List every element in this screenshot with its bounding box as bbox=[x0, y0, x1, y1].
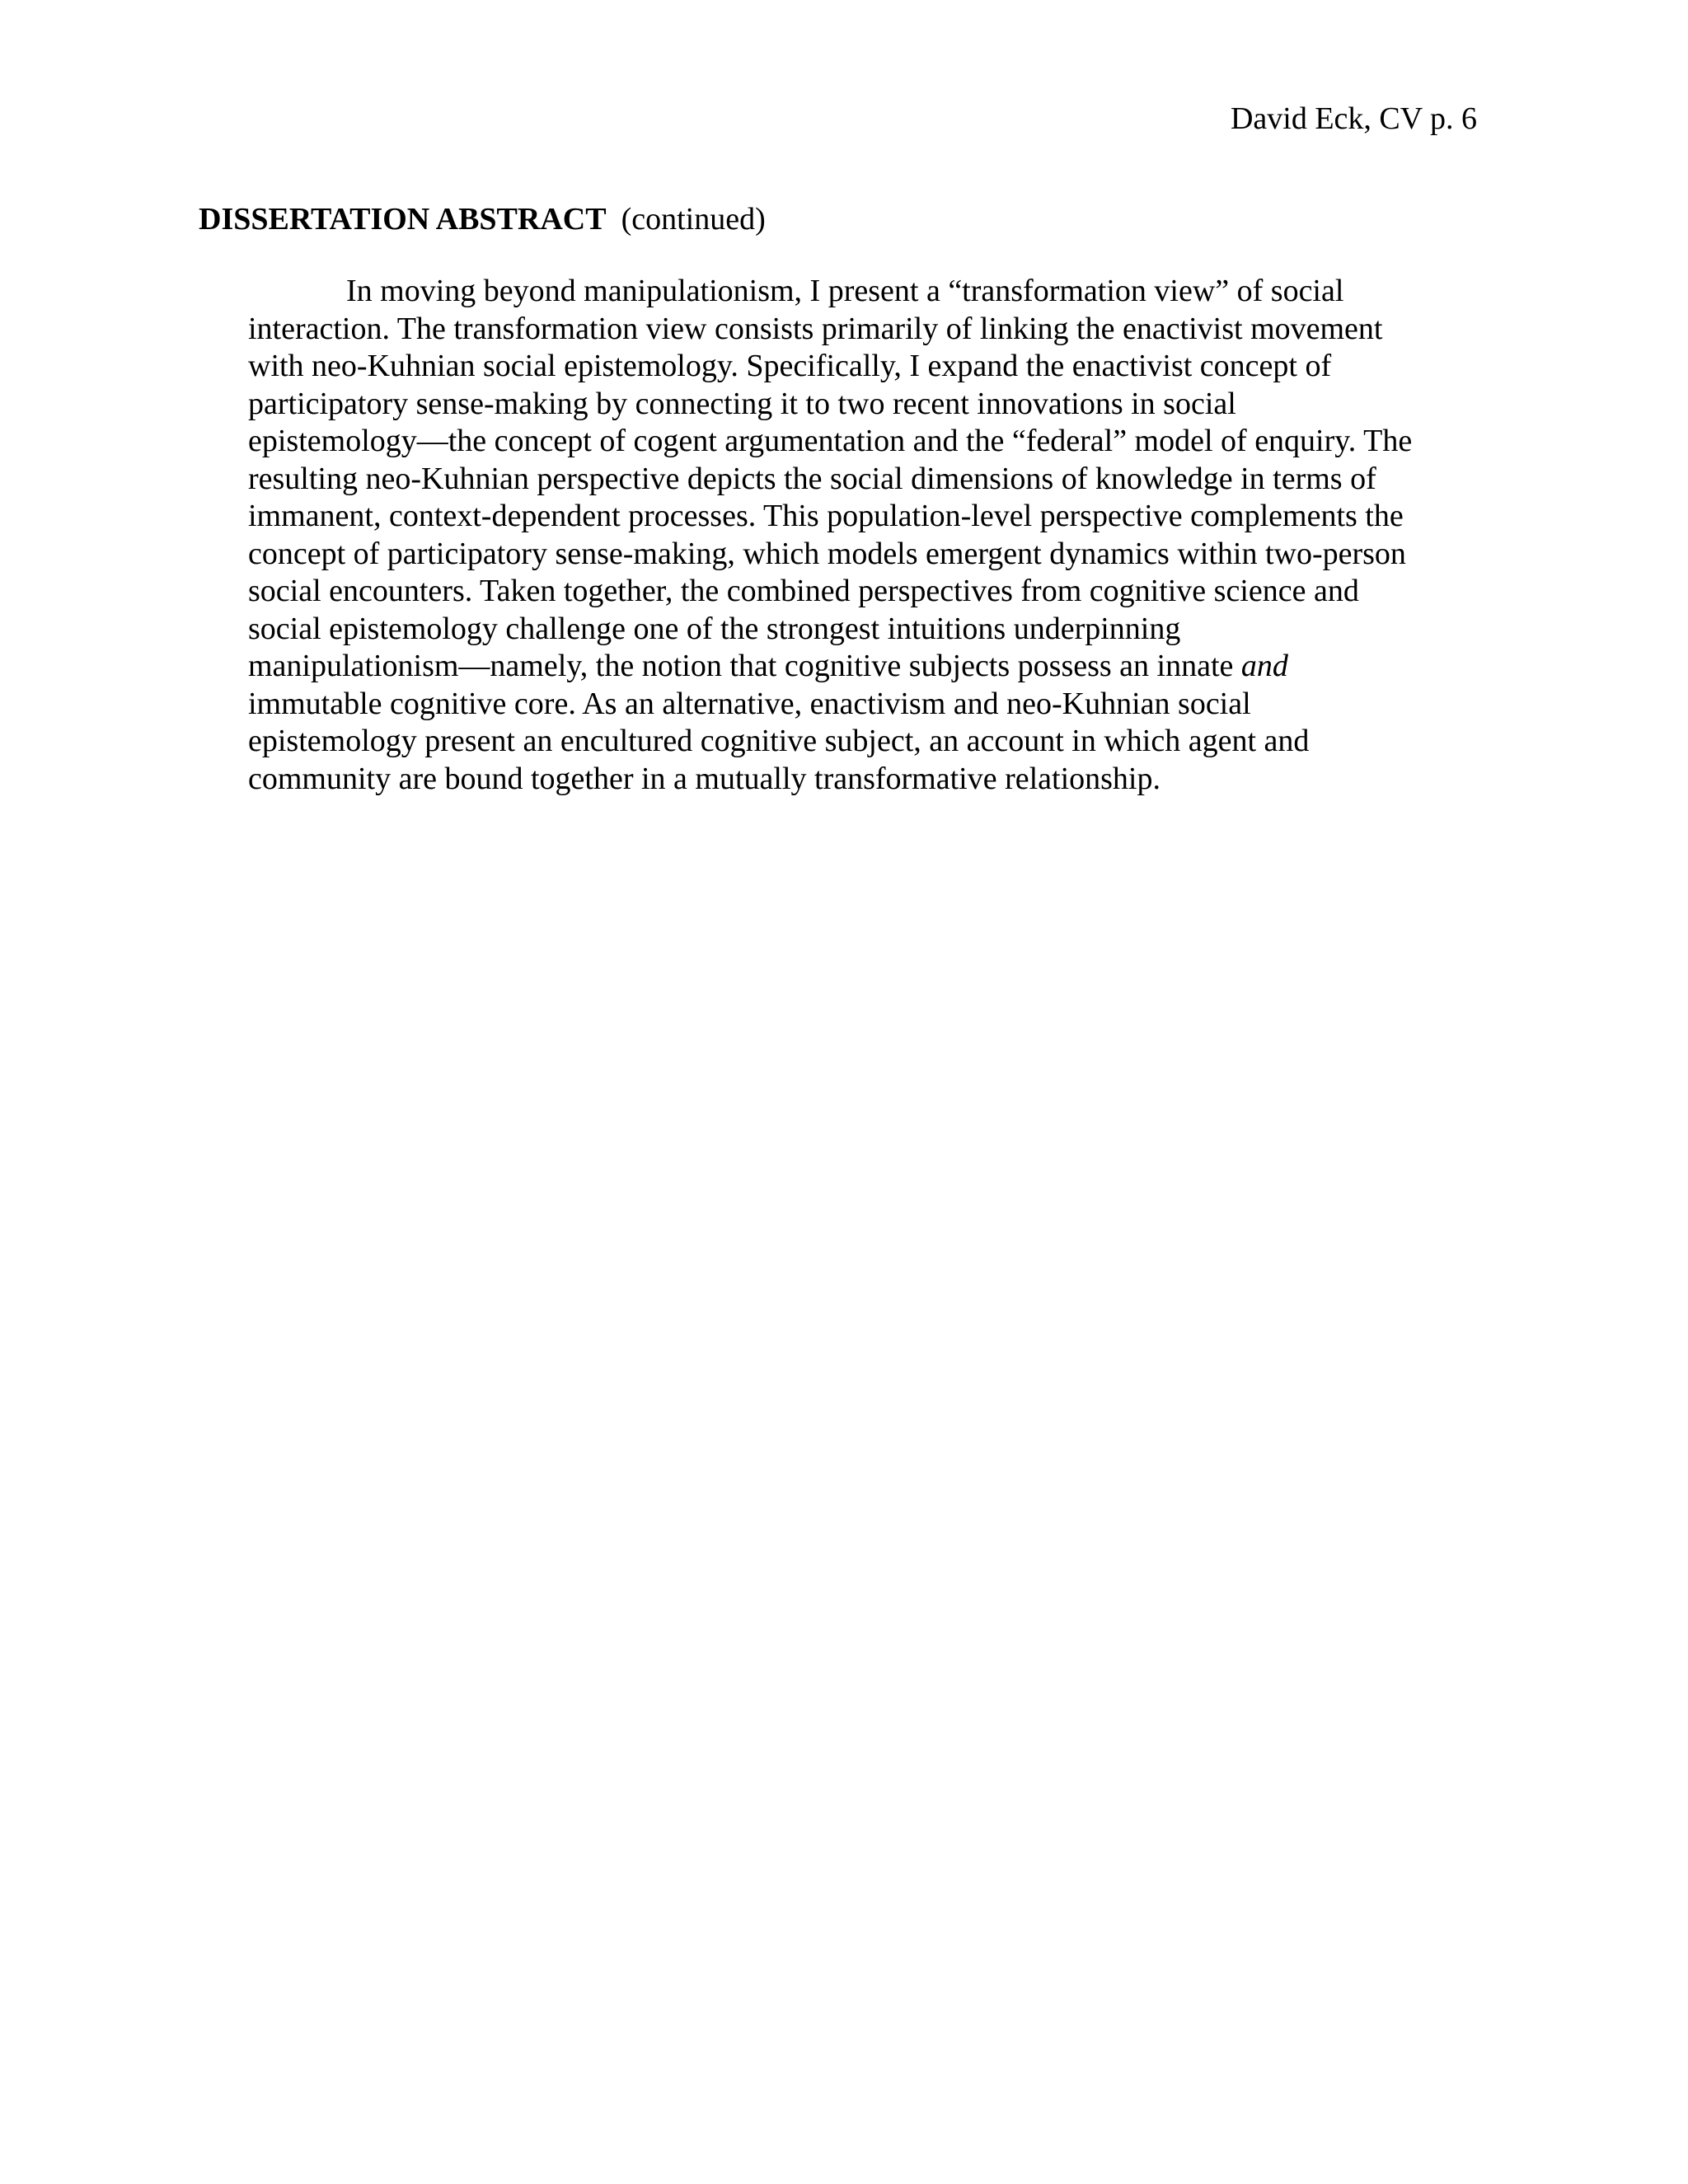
abstract-line: participatory sense-making by connecting it to two recent innovations in social bbox=[248, 386, 1236, 421]
section-title: DISSERTATION ABSTRACT bbox=[199, 202, 607, 237]
abstract-line: In moving beyond manipulationism, I present a “transformation view” of social bbox=[346, 274, 1344, 308]
abstract-line: immanent, context-dependent processes. This population-level perspective complements the bbox=[248, 499, 1404, 533]
abstract-line: resulting neo-Kuhnian perspective depicts the social dimensions of knowledge in terms of bbox=[248, 461, 1376, 496]
abstract-line: epistemology present an encultured cognitive subject, an account in which agent and bbox=[248, 724, 1310, 758]
section-continued-note: (continued) bbox=[621, 202, 766, 237]
abstract-line: community are bound together in a mutually transformative relationship. bbox=[248, 761, 1160, 796]
abstract-line: interaction. The transformation view consists primarily of linking the enactivist movement bbox=[248, 311, 1383, 346]
abstract-line-with-emphasis bbox=[248, 648, 1534, 686]
abstract-line: with neo-Kuhnian social epistemology. Specifically, I expand the enactivist concept of bbox=[248, 349, 1332, 383]
running-header: David Eck, CV p. 6 bbox=[1230, 101, 1477, 136]
section-heading bbox=[199, 199, 766, 239]
abstract-line: concept of participatory sense-making, which models emergent dynamics within two-person bbox=[248, 536, 1406, 571]
abstract-text: manipulationism—namely, the notion that cognitive subjects possess an innate bbox=[248, 649, 1241, 683]
abstract-paragraph bbox=[248, 273, 1534, 798]
abstract-line: immutable cognitive core. As an alternative, enactivism and neo-Kuhnian social bbox=[248, 686, 1251, 721]
abstract-line: social epistemology challenge one of the strongest intuitions underpinning bbox=[248, 611, 1181, 646]
emphasized-word: and bbox=[1240, 649, 1288, 683]
abstract-line: social encounters. Taken together, the combined perspectives from cognitive science and bbox=[248, 574, 1359, 608]
abstract-line: epistemology—the concept of cogent argumentation and the “federal” model of enquiry. The bbox=[248, 424, 1413, 458]
